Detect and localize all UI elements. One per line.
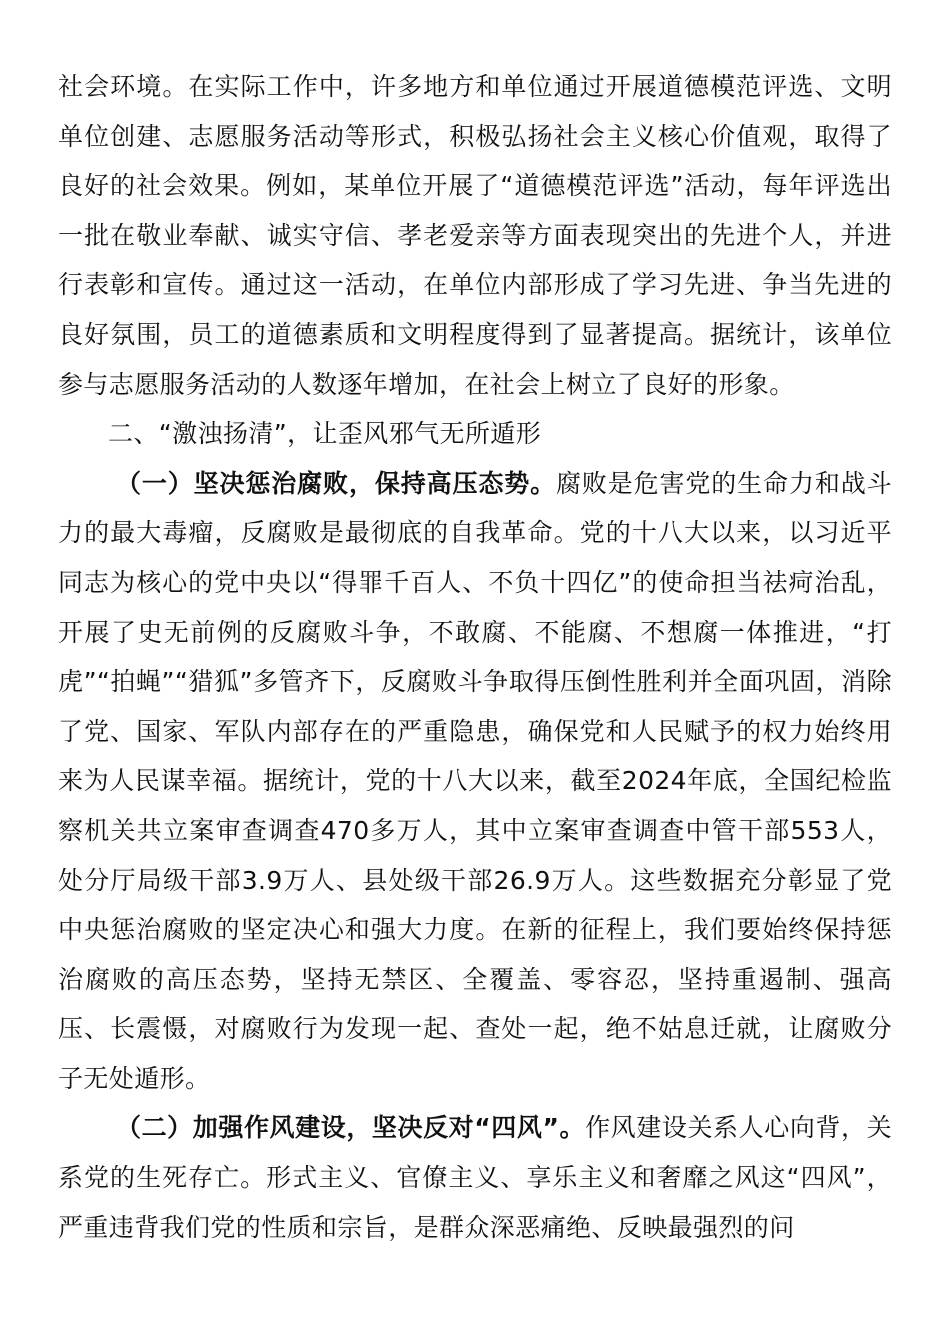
body-paragraph-2 <box>58 459 892 1104</box>
body-paragraph-3 <box>58 1103 892 1252</box>
subsection-lead-1: （一）坚决惩治腐败，保持高压态势。 <box>116 468 556 498</box>
paragraph-text: 作风建设关系人心向背，关系党的生死存亡。形式主义、官僚主义、享乐主义和奢靡之风这“四风”，严重违背我们党的性质和宗旨，是群众深恶痛绝、反映最强烈的问 <box>58 1113 892 1242</box>
body-paragraph-1 <box>58 62 892 409</box>
section-heading-text: 二、“激浊扬清”，让歪风邪气无所遁形 <box>108 419 542 449</box>
paragraph-text: 腐败是危害党的生命力和战斗力的最大毒瘤，反腐败是最彻底的自我革命。党的十八大以来，以习近平同志为核心的党中央以“得罪千百人、不负十四亿”的使命担当祛疴治乱，开展了史无前例的反腐败斗争，不敢腐、不能腐、不想腐一体推进，“打虎”“拍蝇”“猎狐”多管齐下，反腐败斗争取得压倒性胜利并全面巩固，消除了党、国家、军队内部存在的严重隐患，确保党和人民赋予的权力始终用来为人民谋幸福。据统计，党的十八大以来，截至2024年底，全国纪检监察机关共立案审查调查470多万人，其中立案审查调查中管干部553人，处分厅局级干部3.9万人、县处级干部26.9万人。这些数据充分彰显了党中央惩治腐败的坚定决心和强大力度。在新的征程上，我们要始终保持惩治腐败的高压态势，坚持无禁区、全覆盖、零容忍，坚持重遏制、强高压、长震慑，对腐败行为发现一起、查处一起，绝不姑息迁就，让腐败分子无处遁形。 <box>58 468 892 1093</box>
section-heading-2 <box>58 409 892 459</box>
paragraph-text: 社会环境。在实际工作中，许多地方和单位通过开展道德模范评选、文明单位创建、志愿服务活动等形式，积极弘扬社会主义核心价值观，取得了良好的社会效果。例如，某单位开展了“道德模范评选”活动，每年评选出一批在敬业奉献、诚实守信、孝老爱亲等方面表现突出的先进个人，并进行表彰和宣传。通过这一活动，在单位内部形成了学习先进、争当先进的良好氛围，员工的道德素质和文明程度得到了显著提高。据统计，该单位参与志愿服务活动的人数逐年增加，在社会上树立了良好的形象。 <box>58 72 892 399</box>
subsection-lead-2: （二）加强作风建设，坚决反对“四风”。 <box>116 1113 586 1143</box>
document-body <box>58 62 892 1252</box>
